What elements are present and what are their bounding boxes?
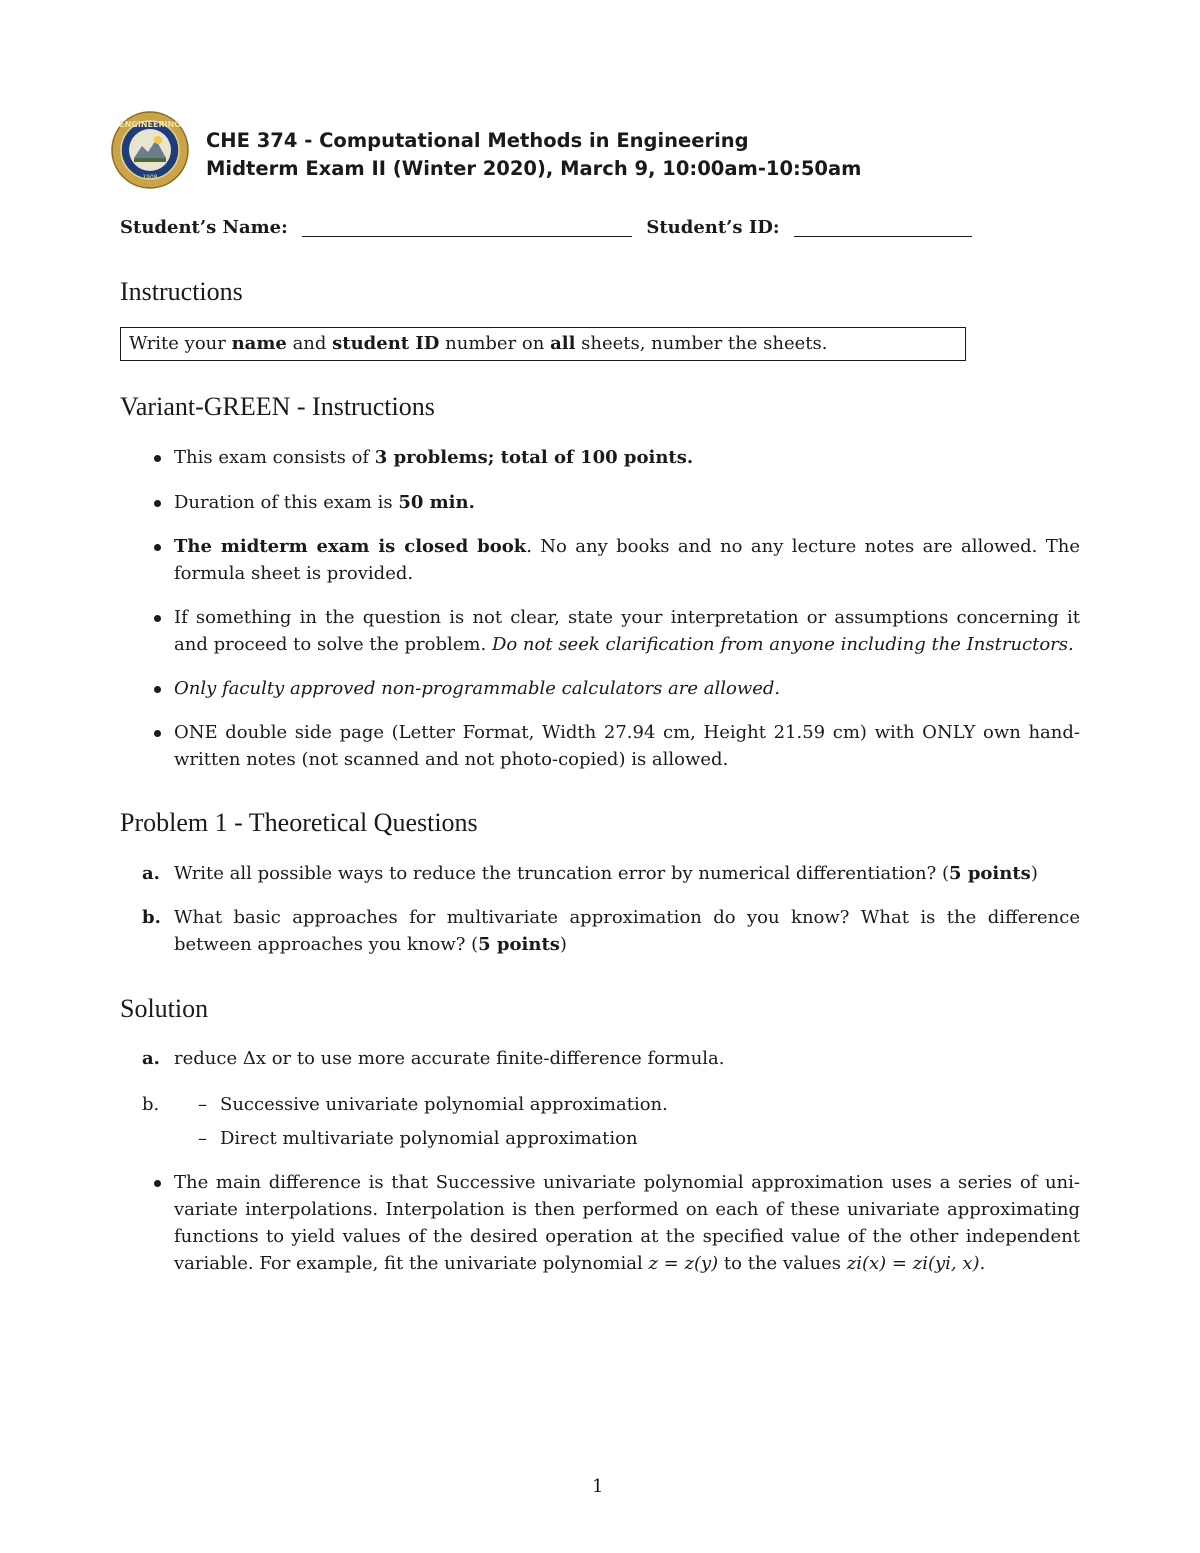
bullet-icon: [154, 455, 161, 462]
instructions-box: Write your name and student ID number on all sheets, number the sheets.: [120, 327, 966, 361]
bullet-icon: [154, 730, 161, 737]
university-seal-icon: [110, 110, 190, 190]
seal-lettering: ENGINEERING: [119, 120, 181, 129]
course-info: [206, 127, 861, 183]
bullet-icon: [154, 544, 161, 551]
student-name-field[interactable]: [302, 216, 632, 237]
student-name-label: Student’s Name:: [120, 217, 288, 238]
student-id-field[interactable]: [794, 216, 972, 237]
bullet-icon: [154, 686, 161, 693]
bullet-icon: [154, 500, 161, 507]
svg-text:1908: 1908: [142, 174, 158, 181]
exam-title: Midterm Exam II (Winter 2020), March 9, 10:00am-10:50am: [206, 157, 862, 180]
solution-heading: Solution: [120, 994, 209, 1023]
bullet-icon: [154, 1180, 161, 1187]
student-id-label: Student’s ID:: [646, 217, 780, 238]
problem1-heading: Problem 1 - Theoretical Questions: [120, 808, 478, 837]
page-number: 1: [592, 1476, 604, 1497]
bullet-icon: [154, 615, 161, 622]
exam-header: [120, 110, 1080, 190]
student-info-line: [120, 216, 972, 238]
variant-heading: Variant-GREEN - Instructions: [120, 392, 435, 421]
course-title: CHE 374 - Computational Methods in Engineering: [206, 129, 749, 152]
instructions-heading: Instructions: [120, 277, 243, 306]
